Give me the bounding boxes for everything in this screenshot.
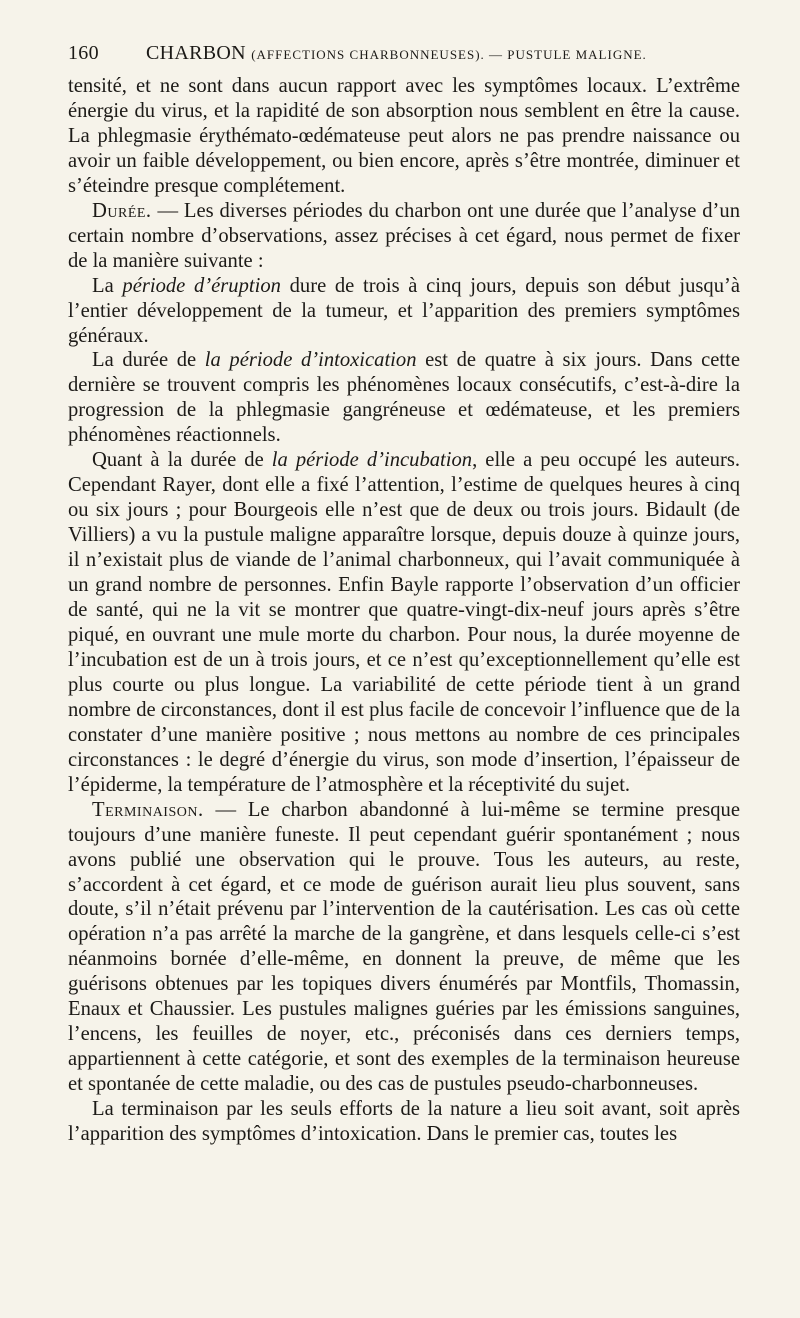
section-heading: Durée. xyxy=(92,199,152,222)
paragraph xyxy=(68,199,740,274)
running-title-sub: (AFFECTIONS CHARBONNEUSES). — PUSTULE MALIGNE. xyxy=(251,47,647,62)
text-run: dure de trois à cinq jours, depuis son début jusqu’à l’entier développement de la tumeur, et l’apparition des premiers symptômes généraux. xyxy=(68,274,741,347)
paragraph xyxy=(68,448,740,797)
italic-term: la période d’intoxication xyxy=(204,349,417,372)
italic-term: période d’éruption xyxy=(122,274,281,297)
running-title xyxy=(146,42,647,65)
text-run: La durée de xyxy=(92,349,205,372)
paragraph xyxy=(68,798,740,1097)
page-header xyxy=(68,42,744,68)
page-body xyxy=(68,74,740,1147)
text-run: Quant à la durée de xyxy=(92,449,272,472)
running-title-main: CHARBON xyxy=(146,42,246,64)
text-run: est de quatre à six jours. Dans cette dernière se trouvent compris les phénomènes locaux consécutifs, c’est-à-dire la progression de la phlegmasie gangréneuse et œdémateuse, et les premiers phénomènes réactionnels. xyxy=(68,349,740,447)
page-number: 160 xyxy=(68,42,99,64)
text-run: La terminaison par les seuls efforts de la nature a lieu soit avant, soit après l’apparition des symptômes d’intoxication. Dans le premier cas, toutes les xyxy=(68,1098,740,1146)
paragraph xyxy=(68,348,740,448)
section-heading: Terminaison. xyxy=(92,798,204,821)
text-run: La xyxy=(92,274,123,297)
paragraph xyxy=(68,1097,740,1147)
paragraph xyxy=(68,274,740,349)
paragraph xyxy=(68,74,740,199)
text-run: — Le charbon abandonné à lui-même se termine presque toujours d’une manière funeste. Il peut cependant guérir spontanément ; nous avons publié une observation qui le prouve. Tous les auteurs, au reste, s’accordent à cet égard, et ce mode de guérison aurait lieu plus souvent, sans doute, s’il n’était prévenu par l’intervention de la cautérisation. Les cas où cette opération n’a pas arrêté la marche de la gangrène, et dans lesquels celle-ci s’est néanmoins bornée d’elle-même, en donnent la preuve, de même que les guérisons obtenues par les topiques divers énumérés par Montfils, Thomassin, Enaux et Chaussier. Les pustules malignes guéries par les émissions sanguines, l’encens, les feuilles de noyer, etc., préconisés dans ces derniers temps, appartiennent à cette catégorie, et sont des exemples de la terminaison heureuse et spontanée de cette maladie, ou des cas de pustules pseudo-charbonneuses. xyxy=(68,798,740,1096)
text-run: — Les diverses périodes du charbon ont une durée que l’analyse d’un certain nombre d’observations, assez précises à cet égard, nous permet de fixer de la manière suivante : xyxy=(68,199,740,272)
italic-term: la période d’incubation xyxy=(271,449,473,472)
text-run: tensité, et ne sont dans aucun rapport avec les symptômes locaux. L’extrême énergie du virus, et la rapidité de son absorption nous semblent en être la cause. La phlegmasie érythémato-œdémateuse peut alors ne pas prendre naissance ou avoir un faible développement, ou bien encore, après s’être montrée, diminuer et s’éteindre presque complétement. xyxy=(68,75,740,197)
text-run: , elle a peu occupé les auteurs. Cependant Rayer, dont elle a fixé l’attention, l’estime de quelques heures à cinq ou six jours ; pour Bourgeois elle n’est que de deux ou trois jours. Bidault (de Villiers) a vu la pustule maligne apparaître lorsque, depuis douze à quinze jours, il n’existait plus de viande de l’animal charbonneux, qui l’avait communiquée à un grand nombre de personnes. Enfin Bayle rapporte l’observation d’un officier de santé, qui ne la vit se montrer que quatre-vingt-dix-neuf jours après s’être piqué, en ouvrant une mule morte du charbon. Pour nous, la durée moyenne de l’incubation est de un à trois jours, et ce n’est qu’exceptionnellement qu’elle est plus courte ou plus longue. La variabilité de cette période tient à un grand nombre de circonstances, dont il est plus facile de concevoir l’influence que de la constater d’une manière positive ; nous mettons au nombre de ces principales circonstances : le degré d’énergie du virus, son mode d’insertion, l’épaisseur de l’épiderme, la température de l’atmosphère et la réceptivité du sujet. xyxy=(68,449,740,796)
